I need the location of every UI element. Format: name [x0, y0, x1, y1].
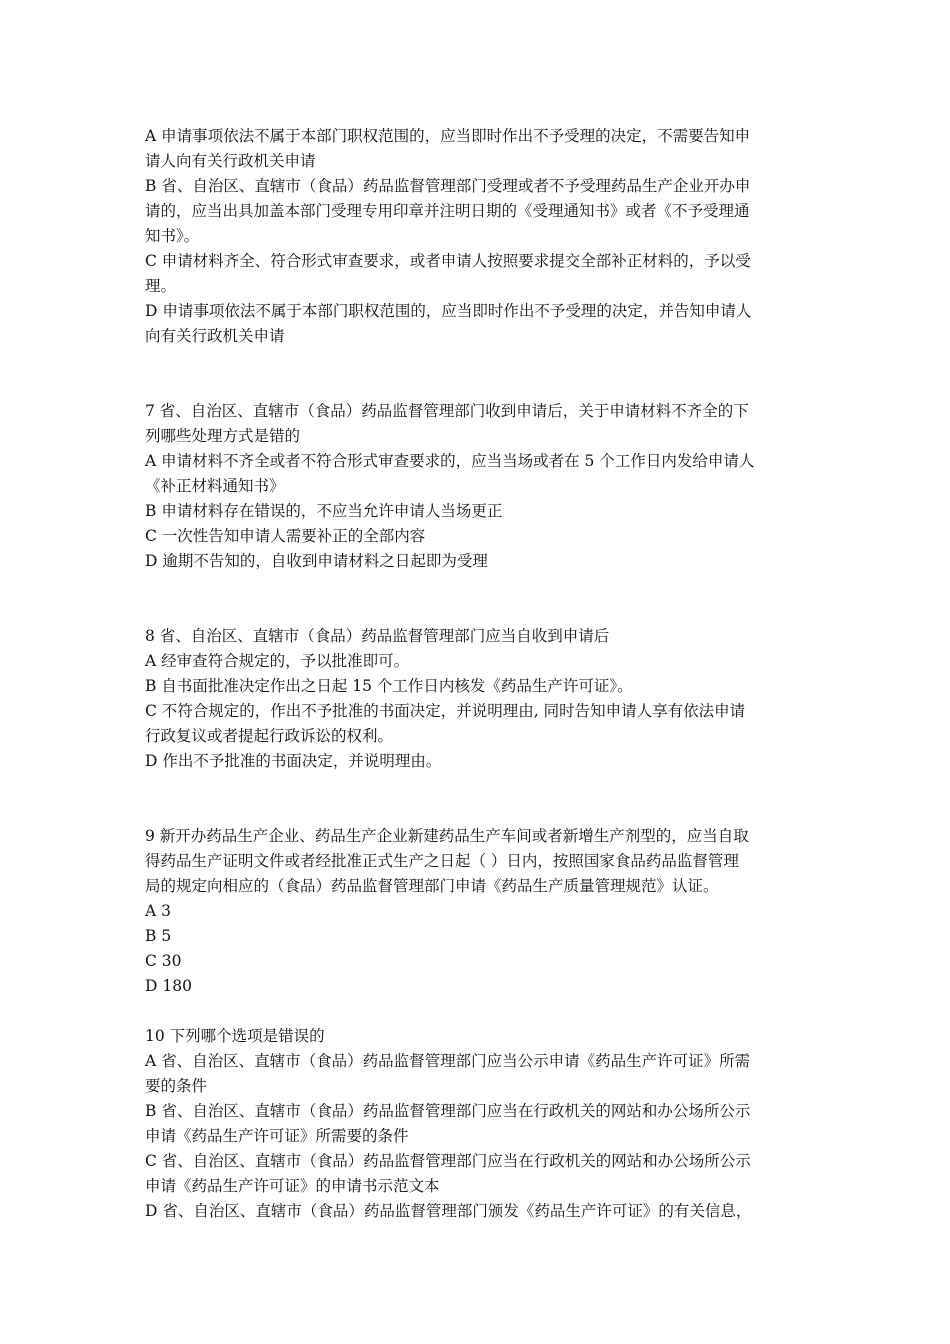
option-a: A 3 — [145, 902, 171, 920]
option-c — [145, 699, 813, 749]
option-c: C 一次性告知申请人需要补正的全部内容 — [145, 527, 426, 545]
option-text-line: 知书》。 — [145, 227, 200, 245]
option-b: B 申请材料存在错误的，不应当允许申请人当场更正 — [145, 502, 503, 520]
option-text-line: C 省、自治区、直辖市（食品）药品监督管理部门应当在行政机关的网站和办公场所公示 — [145, 1152, 751, 1170]
option-text-line: 申请《药品生产许可证》的申请书示范文本 — [145, 1177, 440, 1195]
option-text-line: A 省、自治区、直辖市（食品）药品监督管理部门应当公示申请《药品生产许可证》所需 — [145, 1052, 751, 1070]
option-d: D 逾期不告知的，自收到申请材料之日起即为受理 — [145, 552, 488, 570]
option-b: B 5 — [145, 927, 172, 945]
option-d: D 省、自治区、直辖市（食品）药品监督管理部门颁发《药品生产许可证》的有关信息， — [145, 1202, 752, 1220]
spacer — [145, 574, 813, 624]
stem-text-line: 得药品生产证明文件或者经批准正式生产之日起（ ）日内，按照国家食品药品监督管理 — [145, 852, 739, 870]
option-a — [145, 449, 813, 499]
option-text-line: 理。 — [145, 277, 177, 295]
spacer — [145, 774, 813, 824]
option-d — [145, 299, 813, 349]
question-8 — [145, 624, 813, 774]
stem-text-line: 7 省、自治区、直辖市（食品）药品监督管理部门收到申请后，关于申请材料不齐全的下 — [145, 402, 749, 420]
question-10 — [145, 1024, 813, 1224]
question-stem: 10 下列哪个选项是错误的 — [145, 1027, 325, 1045]
stem-text-line: 9 新开办药品生产企业、药品生产企业新建药品生产车间或者新增生产剂型的，应当自取 — [145, 827, 749, 845]
question-7 — [145, 399, 813, 574]
option-text-line: D 申请事项依法不属于本部门职权范围的，应当即时作出不予受理的决定，并告知申请人 — [145, 302, 752, 320]
option-text-line: 向有关行政机关申请 — [145, 327, 285, 345]
question-9 — [145, 824, 813, 999]
question-stem: 8 省、自治区、直辖市（食品）药品监督管理部门应当自收到申请后 — [145, 627, 610, 645]
spacer — [145, 999, 813, 1024]
option-text-line: 《补正材料通知书》 — [145, 477, 285, 495]
document-page — [145, 124, 813, 1224]
option-text-line: A 申请材料不齐全或者不符合形式审查要求的，应当当场或者在 5 个工作日内发给申请人 — [145, 452, 755, 470]
option-b — [145, 174, 813, 249]
option-a — [145, 124, 813, 174]
option-text-line: 请人向有关行政机关申请 — [145, 152, 316, 170]
question-6-options — [145, 124, 813, 349]
option-text-line: B 省、自治区、直辖市（食品）药品监督管理部门应当在行政机关的网站和办公场所公示 — [145, 1102, 751, 1120]
option-c — [145, 249, 813, 299]
stem-text-line: 局的规定向相应的（食品）药品监督管理部门申请《药品生产质量管理规范》认证。 — [145, 877, 719, 895]
option-text-line: 要的条件 — [145, 1077, 208, 1095]
option-text-line: B 省、自治区、直辖市（食品）药品监督管理部门受理或者不予受理药品生产企业开办申 — [145, 177, 751, 195]
option-b: B 自书面批准决定作出之日起 15 个工作日内核发《药品生产许可证》。 — [145, 677, 633, 695]
spacer — [145, 349, 813, 399]
option-text-line: C 不符合规定的，作出不予批准的书面决定，并说明理由, 同时告知申请人享有依法申请 — [145, 702, 746, 720]
option-a — [145, 1049, 813, 1099]
option-c — [145, 1149, 813, 1199]
question-stem — [145, 824, 813, 899]
option-d: D 作出不予批准的书面决定，并说明理由。 — [145, 752, 442, 770]
option-a: A 经审查符合规定的，予以批准即可。 — [145, 652, 410, 670]
option-text-line: 申请《药品生产许可证》所需要的条件 — [145, 1127, 409, 1145]
stem-text-line: 列哪些处理方式是错的 — [145, 427, 301, 445]
option-text-line: A 申请事项依法不属于本部门职权范围的，应当即时作出不予受理的决定，不需要告知申 — [145, 127, 751, 145]
option-c: C 30 — [145, 952, 182, 970]
option-text-line: 行政复议或者提起行政诉讼的权利。 — [145, 727, 394, 745]
option-text-line: 请的，应当出具加盖本部门受理专用印章并注明日期的《受理通知书》或者《不予受理通 — [145, 202, 750, 220]
option-d: D 180 — [145, 977, 192, 995]
option-b — [145, 1099, 813, 1149]
question-stem — [145, 399, 813, 449]
option-text-line: C 申请材料齐全、符合形式审查要求，或者申请人按照要求提交全部补正材料的，予以受 — [145, 252, 751, 270]
